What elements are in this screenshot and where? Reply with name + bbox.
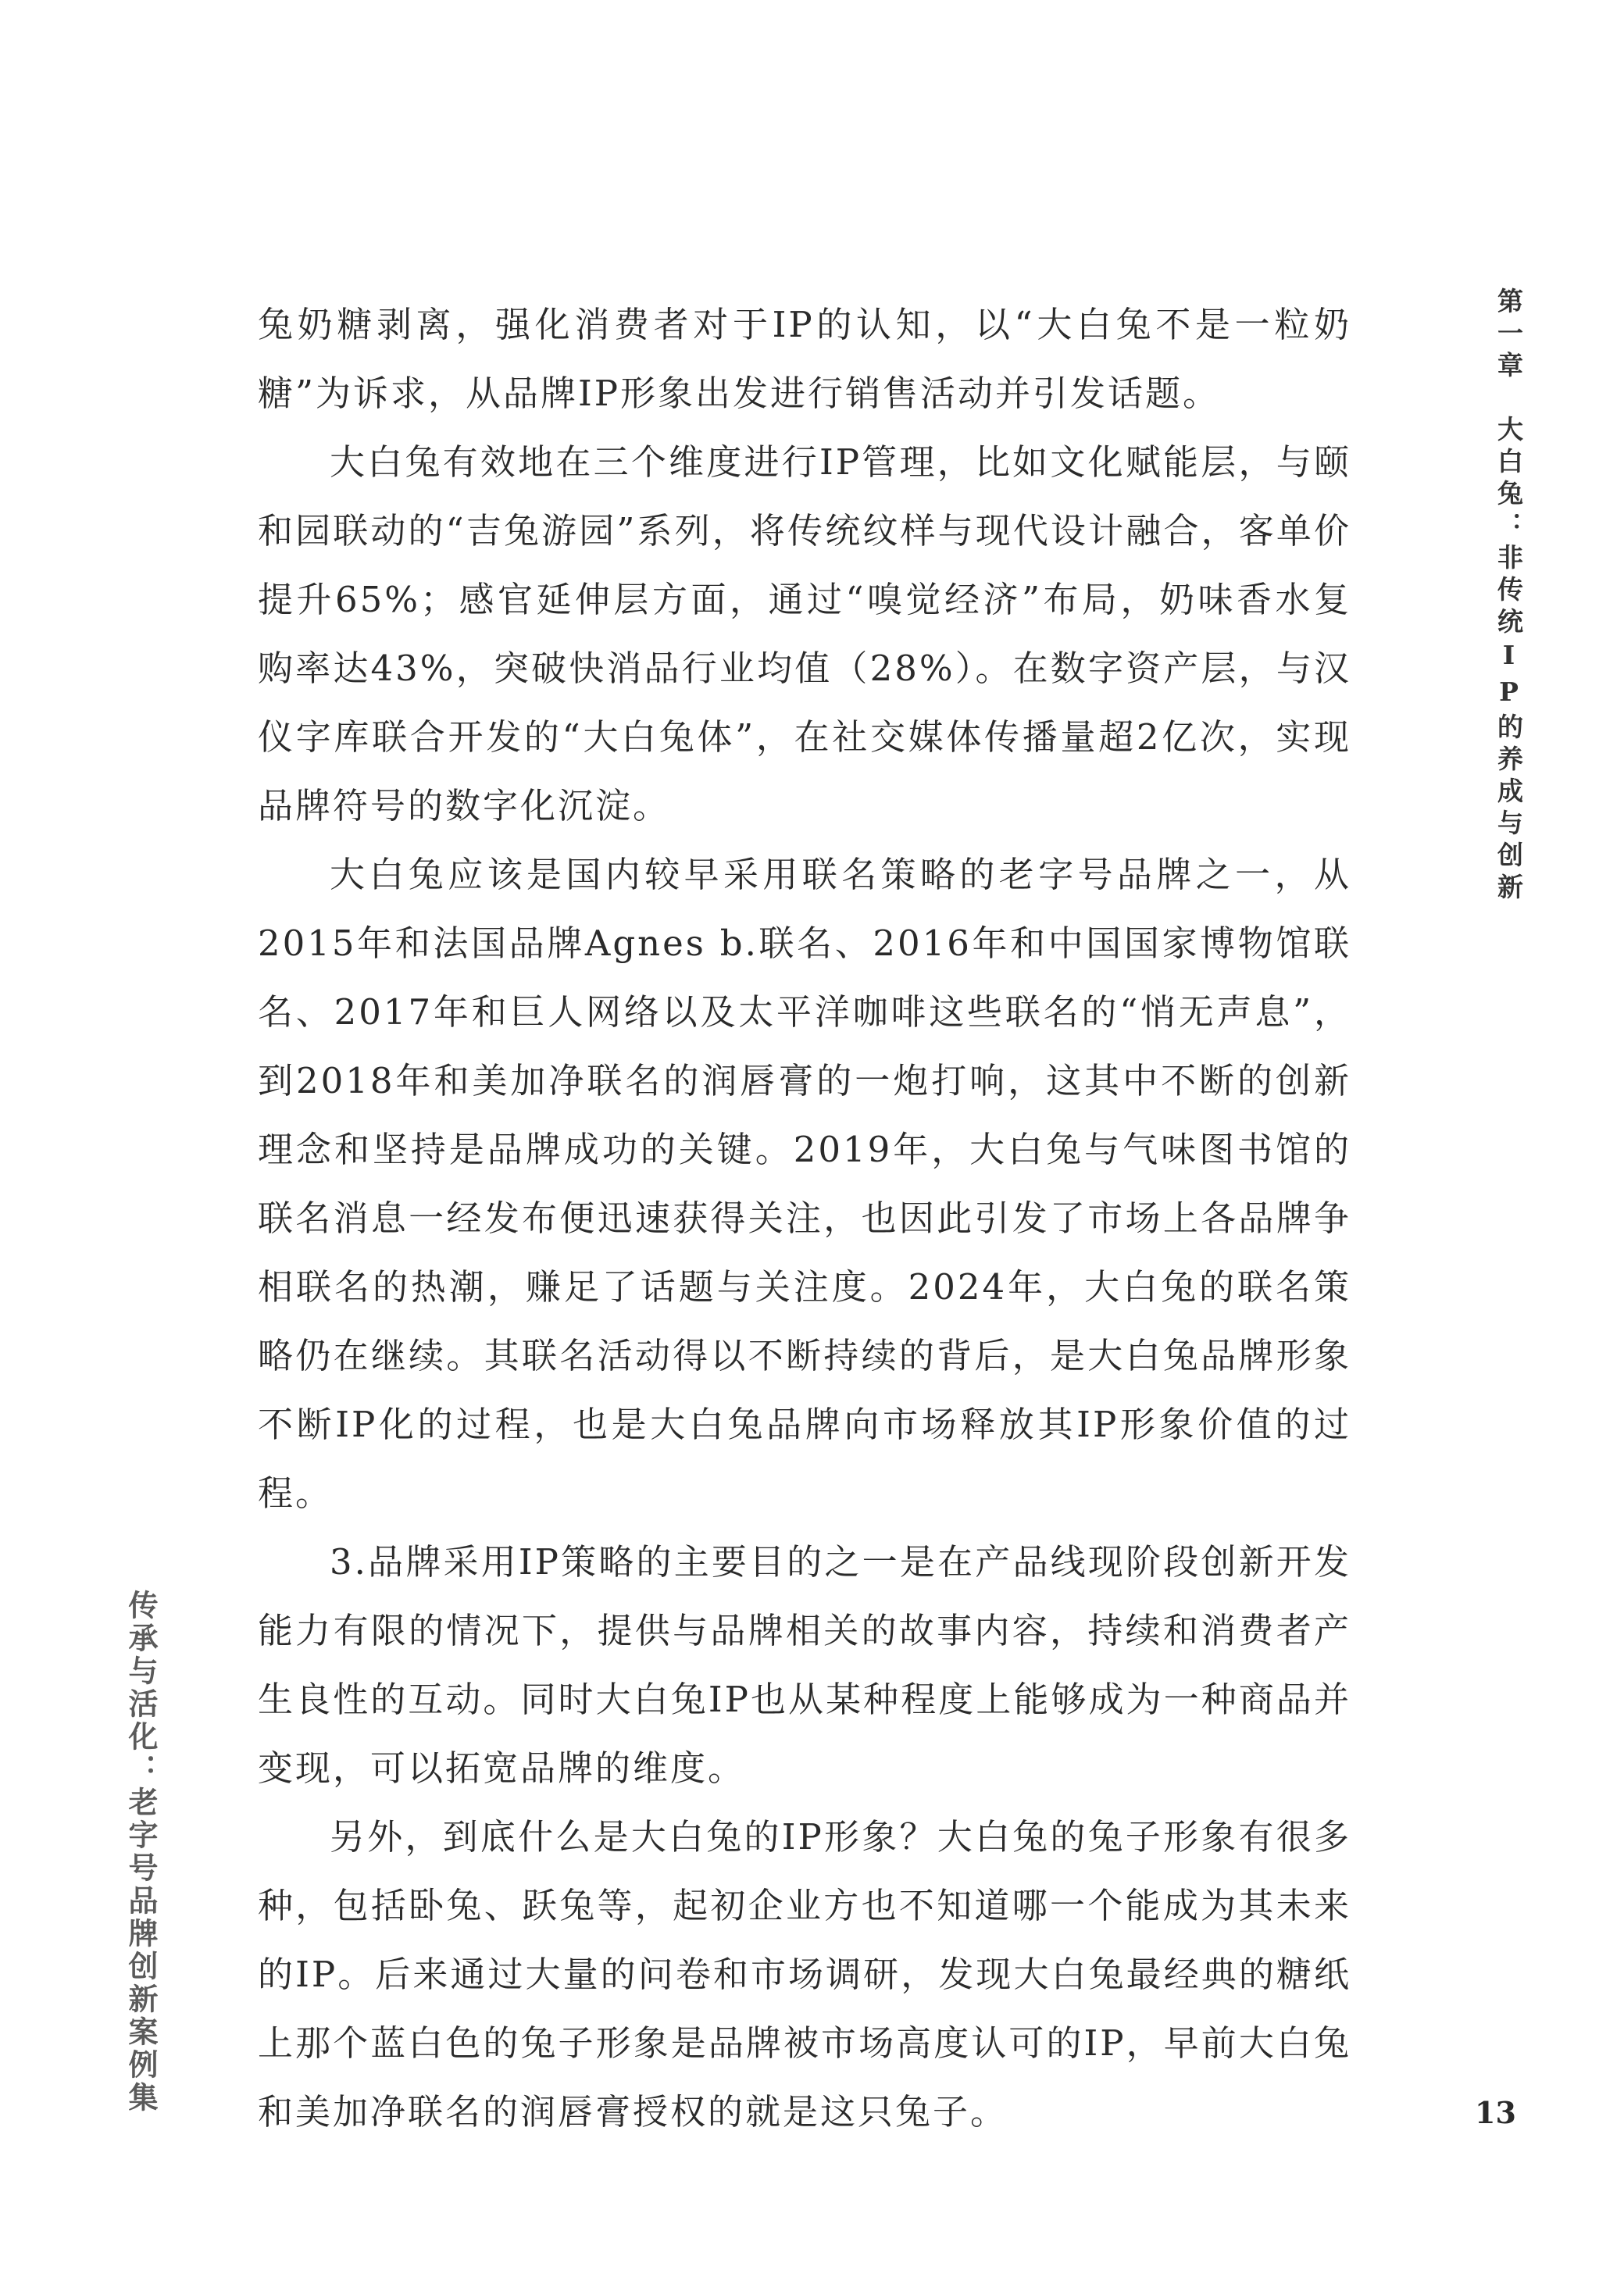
paragraph-ip-strategy: 3.品牌采用IP策略的主要目的之一是在产品线现阶段创新开发能力有限的情况下，提供与品牌相关的故事内容，持续和消费者产生良性的互动。同时大白兔IP也从某种程度上能够成为一种商品并变现，可以拓宽品牌的维度。 <box>258 1541 1351 1789</box>
paragraph-ip-dimensions: 大白兔有效地在三个维度进行IP管理，比如文化赋能层，与颐和园联动的“吉兔游园”系列，将传统纹样与现代设计融合，客单价提升65%；感官延伸层方面，通过“嗅觉经济”布局，奶味香水复购率达43%，突破快消品行业均值（28%）。在数字资产层，与汉仪字库联合开发的“大白兔体”，在社交媒体传播量超2亿次，实现品牌符号的数字化沉淀。 <box>258 441 1351 826</box>
paragraph-continued: 兔奶糖剥离，强化消费者对于IP的认知，以“大白兔不是一粒奶糖”为诉求，从品牌IP形象出发进行销售活动并引发话题。 <box>258 304 1351 414</box>
paragraph-co-branding: 大白兔应该是国内较早采用联名策略的老字号品牌之一，从2015年和法国品牌Agnes b.联名、2016年和中国国家博物馆联名、2017年和巨人网络以及太平洋咖啡这些联名的“悄无声息”，到2018年和美加净联名的润唇膏的一炮打响，这其中不断的创新理念和坚持是品牌成功的关键。2019年，大白兔与气味图书馆的联名消息一经发布便迅速获得关注，也因此引发了市场上各品牌争相联名的热潮，赚足了话题与关注度。2024年，大白兔的联名策略仍在继续。其联名活动得以不断持续的背后，是大白兔品牌形象不断IP化的过程，也是大白兔品牌向市场释放其IP形象价值的过程。 <box>258 854 1351 1514</box>
book-title-running-footer: 传承与活化：老字号品牌创新案例集 <box>123 1590 158 2115</box>
paragraph-ip-image: 另外，到底什么是大白兔的IP形象？大白兔的兔子形象有很多种，包括卧兔、跃兔等，起初企业方也不知道哪一个能成为其未来的IP。后来通过大量的问卷和市场调研，发现大白兔最经典的糖纸上那个蓝白色的兔子形象是品牌被市场高度认可的IP，早前大白兔和美加净联名的润唇膏授权的就是这只兔子。 <box>258 1816 1351 2133</box>
chapter-running-header: 第一章 大白兔：非传统IP的养成与创新 <box>1494 287 1524 905</box>
body-text <box>258 291 1351 2147</box>
page-number: 13 <box>1475 2095 1516 2130</box>
